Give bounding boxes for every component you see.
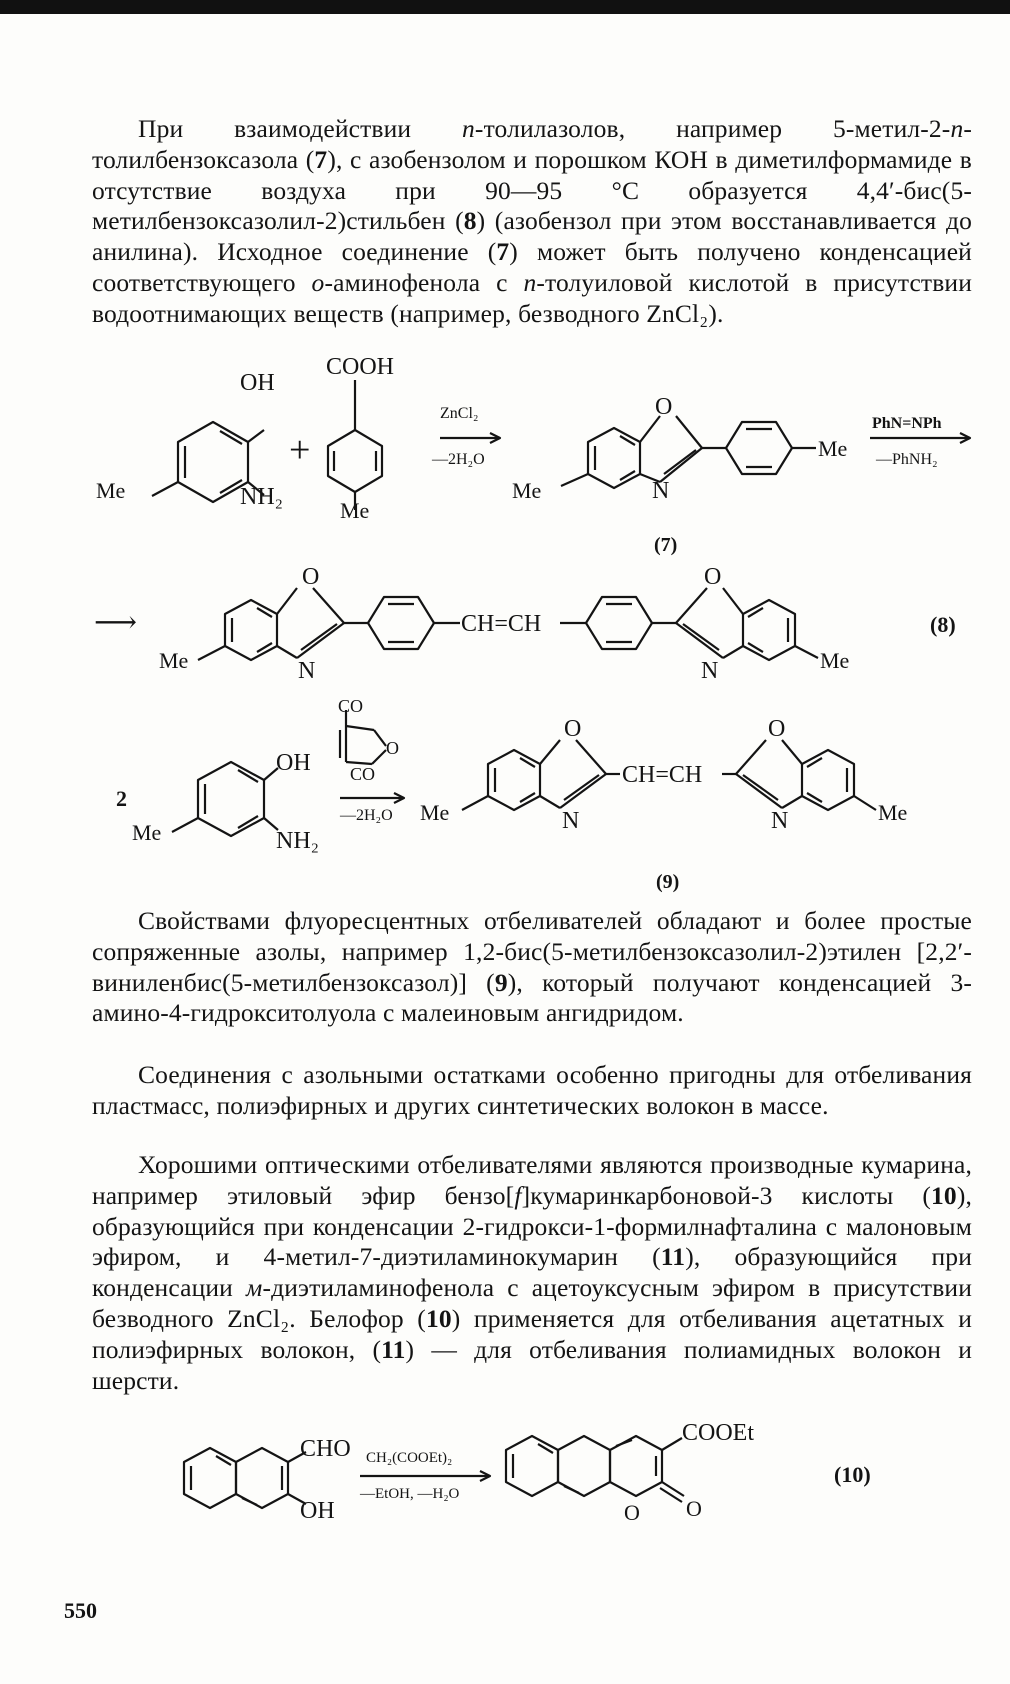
svg-text:+: + bbox=[289, 429, 311, 471]
svg-text:CO: CO bbox=[350, 764, 376, 784]
svg-text:O: O bbox=[704, 564, 722, 590]
svg-text:Me: Me bbox=[818, 436, 848, 461]
paragraph-4: Хорошими оптическими отбеливателями являются производные кумарина, например этиловый эфир бензо[f]кумаринкарбоновой-3 кислоты (10), образующийся при конденсации 2-гидрокси-1-формилнафталина с малоновым эфиром, и 4-метил-7-диэтиламинокумарин (11), образующийся при конденсации м-диэтиламинофенола с ацетоуксусным эфиром в присутствии безводного ZnCl₂. Белофор (10) применяется для отбеливания ацетатных и полиэфирных волокон, (11) — для отбеливания полиамидных волокон и шерсти. bbox=[92, 1150, 972, 1395]
svg-text:OH: OH bbox=[276, 750, 311, 776]
paragraph-3: Соединения с азольными остатками особенно пригодны для отбеливания пластмасс, полиэфирных и других синтетических волокон в массе. bbox=[92, 1060, 972, 1120]
page-number: 550 bbox=[64, 1598, 97, 1623]
scheme-2-compound-8 bbox=[0, 560, 1010, 690]
svg-text:O: O bbox=[624, 1500, 640, 1525]
svg-text:COOH: COOH bbox=[326, 358, 395, 380]
svg-text:NH₂: NH₂ bbox=[240, 484, 284, 510]
svg-text:CHO: CHO bbox=[300, 1436, 351, 1462]
svg-text:Me: Me bbox=[420, 800, 450, 825]
svg-text:CH=CH: CH=CH bbox=[622, 762, 703, 788]
svg-text:2: 2 bbox=[116, 786, 127, 811]
svg-text:O: O bbox=[768, 716, 786, 742]
svg-text:Me: Me bbox=[340, 498, 370, 523]
scheme-4-compound-10 bbox=[0, 1418, 1010, 1578]
svg-text:NH₂: NH₂ bbox=[276, 828, 320, 854]
paragraph-2: Свойствами флуоресцентных отбеливателей обладают и более простые сопряженные азолы, например 1,2-бис(5-метилбензоксазолил-2)этилен [2,2′-виниленбис(5-метилбензоксазол)] (9), который получают конденсацией 3-амино-4-гидрокситолуола с малеиновым ангидридом. bbox=[92, 906, 973, 1028]
svg-text:—2H₂O: —2H₂O bbox=[340, 807, 393, 824]
svg-text:CH₂(COOEt)₂: CH₂(COOEt)₂ bbox=[366, 1450, 453, 1466]
svg-text:—EtOH, —H₂O: —EtOH, —H₂O bbox=[360, 1486, 460, 1502]
svg-text:O: O bbox=[386, 738, 399, 758]
svg-text:Me: Me bbox=[132, 820, 162, 845]
svg-text:OH: OH bbox=[240, 370, 275, 396]
svg-text:CO: CO bbox=[338, 696, 364, 716]
svg-text:(8): (8) bbox=[930, 612, 956, 637]
svg-text:—PhNH₂: —PhNH₂ bbox=[876, 451, 938, 468]
svg-text:(7): (7) bbox=[654, 534, 678, 556]
svg-text:Me: Me bbox=[159, 648, 189, 673]
scheme-3-compound-9 bbox=[0, 690, 1010, 900]
svg-text:O: O bbox=[564, 716, 582, 742]
svg-text:Me: Me bbox=[878, 800, 908, 825]
svg-text:(9): (9) bbox=[656, 871, 680, 893]
svg-text:Me: Me bbox=[820, 648, 850, 673]
svg-text:Me: Me bbox=[512, 478, 542, 503]
svg-text:N: N bbox=[771, 808, 789, 834]
svg-text:OH: OH bbox=[300, 1498, 335, 1524]
svg-text:N: N bbox=[562, 808, 580, 834]
svg-text:O: O bbox=[686, 1496, 702, 1521]
svg-text:CH=CH: CH=CH bbox=[461, 611, 542, 637]
svg-text:N: N bbox=[652, 478, 670, 504]
svg-text:N: N bbox=[298, 658, 316, 684]
paragraph-1: При взаимодействии п-толилазолов, например 5-метил-2-п-толилбензоксазола (7), с азобензолом и порошком КОН в диметилформамиде в отсутствие воздуха при 90—95 °C образуется 4,4′-бис(5-метилбензоксазолил-2)стильбен (8) (азобензол при этом восстанавливается до анилина). Исходное соединение (7) может быть получено конденсацией соответствующего о-аминофенола с п-толуиловой кислотой в присутствии водоотнимающих веществ (например, безводного ZnCl₂). bbox=[92, 114, 972, 328]
svg-text:(10): (10) bbox=[834, 1462, 871, 1487]
svg-text:N: N bbox=[701, 658, 719, 684]
top-dark-border bbox=[0, 0, 1010, 14]
svg-text:—2H₂O: —2H₂O bbox=[432, 451, 485, 468]
svg-text:O: O bbox=[302, 564, 320, 590]
svg-text:PhN=NPh: PhN=NPh bbox=[872, 415, 942, 432]
svg-text:ZnCl₂: ZnCl₂ bbox=[440, 405, 479, 422]
scheme-1-synthesis-7 bbox=[0, 358, 1010, 558]
svg-text:COOEt: COOEt bbox=[682, 1420, 754, 1446]
svg-text:O: O bbox=[655, 394, 673, 420]
svg-text:⟶: ⟶ bbox=[94, 606, 138, 639]
svg-text:Me: Me bbox=[96, 478, 126, 503]
